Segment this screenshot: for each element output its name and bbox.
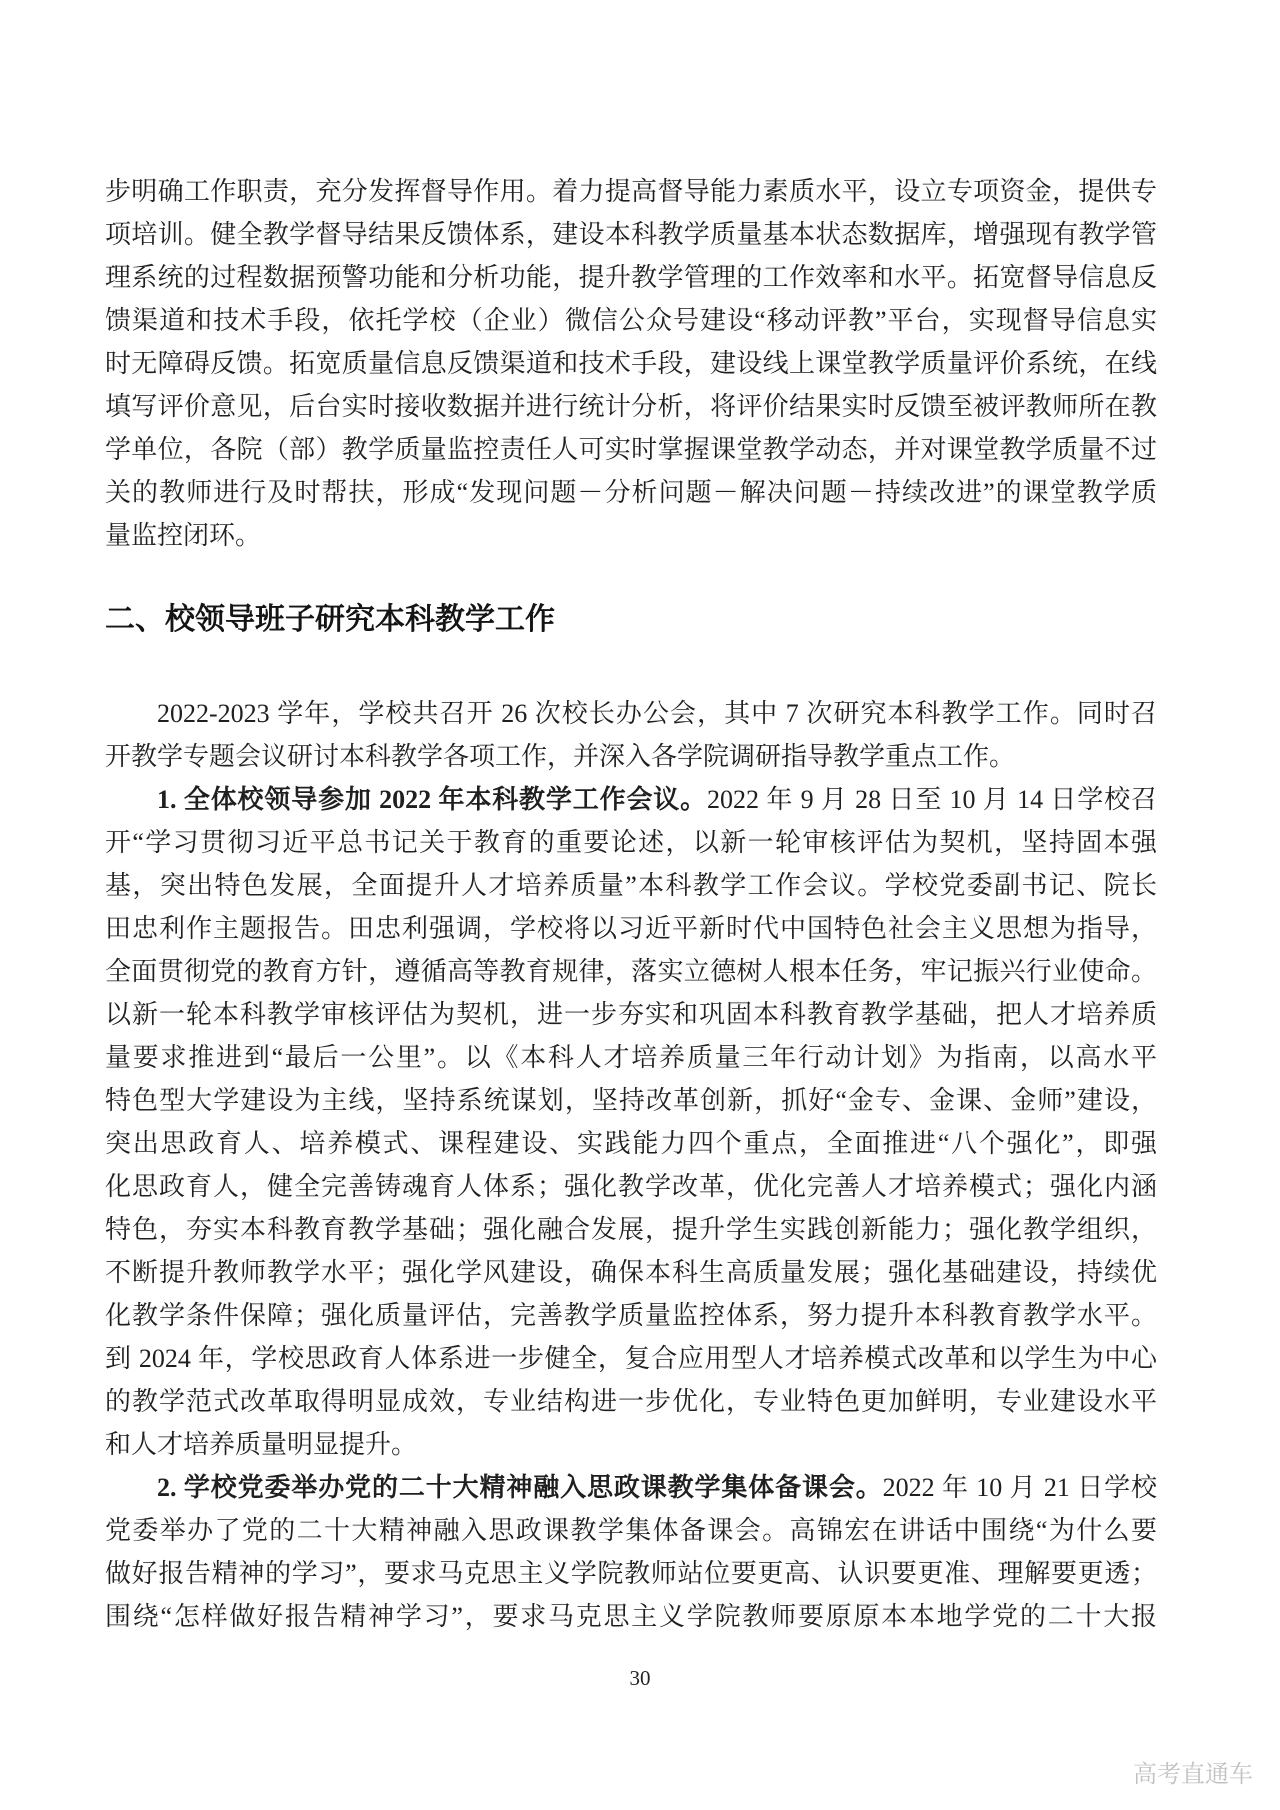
section-heading: 二、校领导班子研究本科教学工作 bbox=[105, 603, 555, 636]
text-line: 2022-2023 学年，学校共召开 26 次校长办公会，其中 7 次研究本科教学工作。同时召 bbox=[157, 699, 1157, 728]
text-line: 和人才培养质量明显提升。 bbox=[105, 1430, 418, 1459]
text-line: 特色，夯实本科教育教学基础；强化融合发展，提升学生实践创新能力；强化教学组织， bbox=[105, 1215, 1157, 1244]
text-line: 基，突出特色发展，全面提升人才培养质量”本科教学工作会议。学校党委副书记、院长 bbox=[105, 871, 1157, 900]
text-line: 量要求推进到“最后一公里”。以《本科人才培养质量三年行动计划》为指南，以高水平 bbox=[105, 1043, 1157, 1072]
text-line: 全面贯彻党的教育方针，遵循高等教育规律，落实立德树人根本任务，牢记振兴行业使命。 bbox=[105, 957, 1157, 986]
text-line: 开教学专题会议研讨本科教学各项工作，并深入各学院调研指导教学重点工作。 bbox=[105, 742, 1016, 771]
page-number: 30 bbox=[629, 1666, 651, 1690]
text-line: 特色型大学建设为主线，坚持系统谋划，坚持改革创新，抓好“金专、金课、金师”建设， bbox=[105, 1086, 1157, 1115]
text-line: 田忠利作主题报告。田忠利强调，学校将以习近平新时代中国特色社会主义思想为指导， bbox=[105, 914, 1157, 943]
text-line: 馈渠道和技术手段，依托学校（企业）微信公众号建设“移动评教”平台，实现督导信息实 bbox=[105, 306, 1157, 335]
text-line bbox=[105, 1466, 1157, 1509]
text-line: 做好报告精神的学习”，要求马克思主义学院教师站位要更高、认识要更准、理解要更透； bbox=[105, 1559, 1157, 1588]
text-line: 化思政育人，健全完善铸魂育人体系；强化教学改革，优化完善人才培养模式；强化内涵 bbox=[105, 1172, 1157, 1201]
text-line: 时无障碍反馈。拓宽质量信息反馈渠道和技术手段，建设线上课堂教学质量评价系统，在线 bbox=[105, 349, 1157, 378]
text-line: 不断提升教师教学水平；强化学风建设，确保本科生高质量发展；强化基础建设，持续优 bbox=[105, 1258, 1157, 1287]
text-line bbox=[105, 778, 1157, 821]
paragraph-overflow bbox=[105, 170, 1157, 557]
text-line: 开“学习贯彻习近平总书记关于教育的重要论述，以新一轮审核评估为契机，坚持固本强 bbox=[105, 828, 1157, 857]
text-line: 量监控闭环。 bbox=[105, 521, 262, 550]
paragraph-lead-rest: 2022 年 10 月 21 日学校 bbox=[882, 1473, 1157, 1502]
text-line: 关的教师进行及时帮扶，形成“发现问题－分析问题－解决问题－持续改进”的课堂教学质 bbox=[105, 478, 1157, 507]
paragraph-lead-rest: 2022 年 9 月 28 日至 10 月 14 日学校召 bbox=[707, 785, 1157, 814]
text-line: 化教学条件保障；强化质量评估，完善教学质量监控体系，努力提升本科教育教学水平。 bbox=[105, 1301, 1157, 1330]
text-line: 理系统的过程数据预警功能和分析功能，提升教学管理的工作效率和水平。拓宽督导信息反 bbox=[105, 263, 1157, 292]
paragraph-lead-bold: 1. 全体校领导参加 2022 年本科教学工作会议。 bbox=[157, 785, 708, 814]
text-line: 到 2024 年，学校思政育人体系进一步健全，复合应用型人才培养模式改革和以学生为中心 bbox=[105, 1344, 1157, 1373]
text-line: 学单位，各院（部）教学质量监控责任人可实时掌握课堂教学动态，并对课堂教学质量不过 bbox=[105, 435, 1157, 464]
section-body bbox=[105, 692, 1157, 1638]
text-line: 填写评价意见，后台实时接收数据并进行统计分析，将评价结果实时反馈至被评教师所在教 bbox=[105, 392, 1157, 421]
text-line: 党委举办了党的二十大精神融入思政课教学集体备课会。高锦宏在讲话中围绕“为什么要 bbox=[105, 1516, 1157, 1545]
watermark: 高考直通车 bbox=[1133, 1761, 1253, 1788]
text-line: 的教学范式改革取得明显成效，专业结构进一步优化，专业特色更加鲜明，专业建设水平 bbox=[105, 1387, 1157, 1416]
text-line: 项培训。健全教学督导结果反馈体系，建设本科教学质量基本状态数据库，增强现有教学管 bbox=[105, 220, 1157, 249]
text-line: 围绕“怎样做好报告精神学习”，要求马克思主义学院教师要原原本本地学党的二十大报 bbox=[105, 1602, 1157, 1631]
text-line: 步明确工作职责，充分发挥督导作用。着力提高督导能力素质水平，设立专项资金，提供专 bbox=[105, 177, 1157, 206]
text-line: 突出思政育人、培养模式、课程建设、实践能力四个重点，全面推进“八个强化”，即强 bbox=[105, 1129, 1157, 1158]
paragraph-lead-bold: 2. 学校党委举办党的二十大精神融入思政课教学集体备课会。 bbox=[157, 1473, 883, 1502]
text-line: 以新一轮本科教学审核评估为契机，进一步夯实和巩固本科教育教学基础，把人才培养质 bbox=[105, 1000, 1157, 1029]
